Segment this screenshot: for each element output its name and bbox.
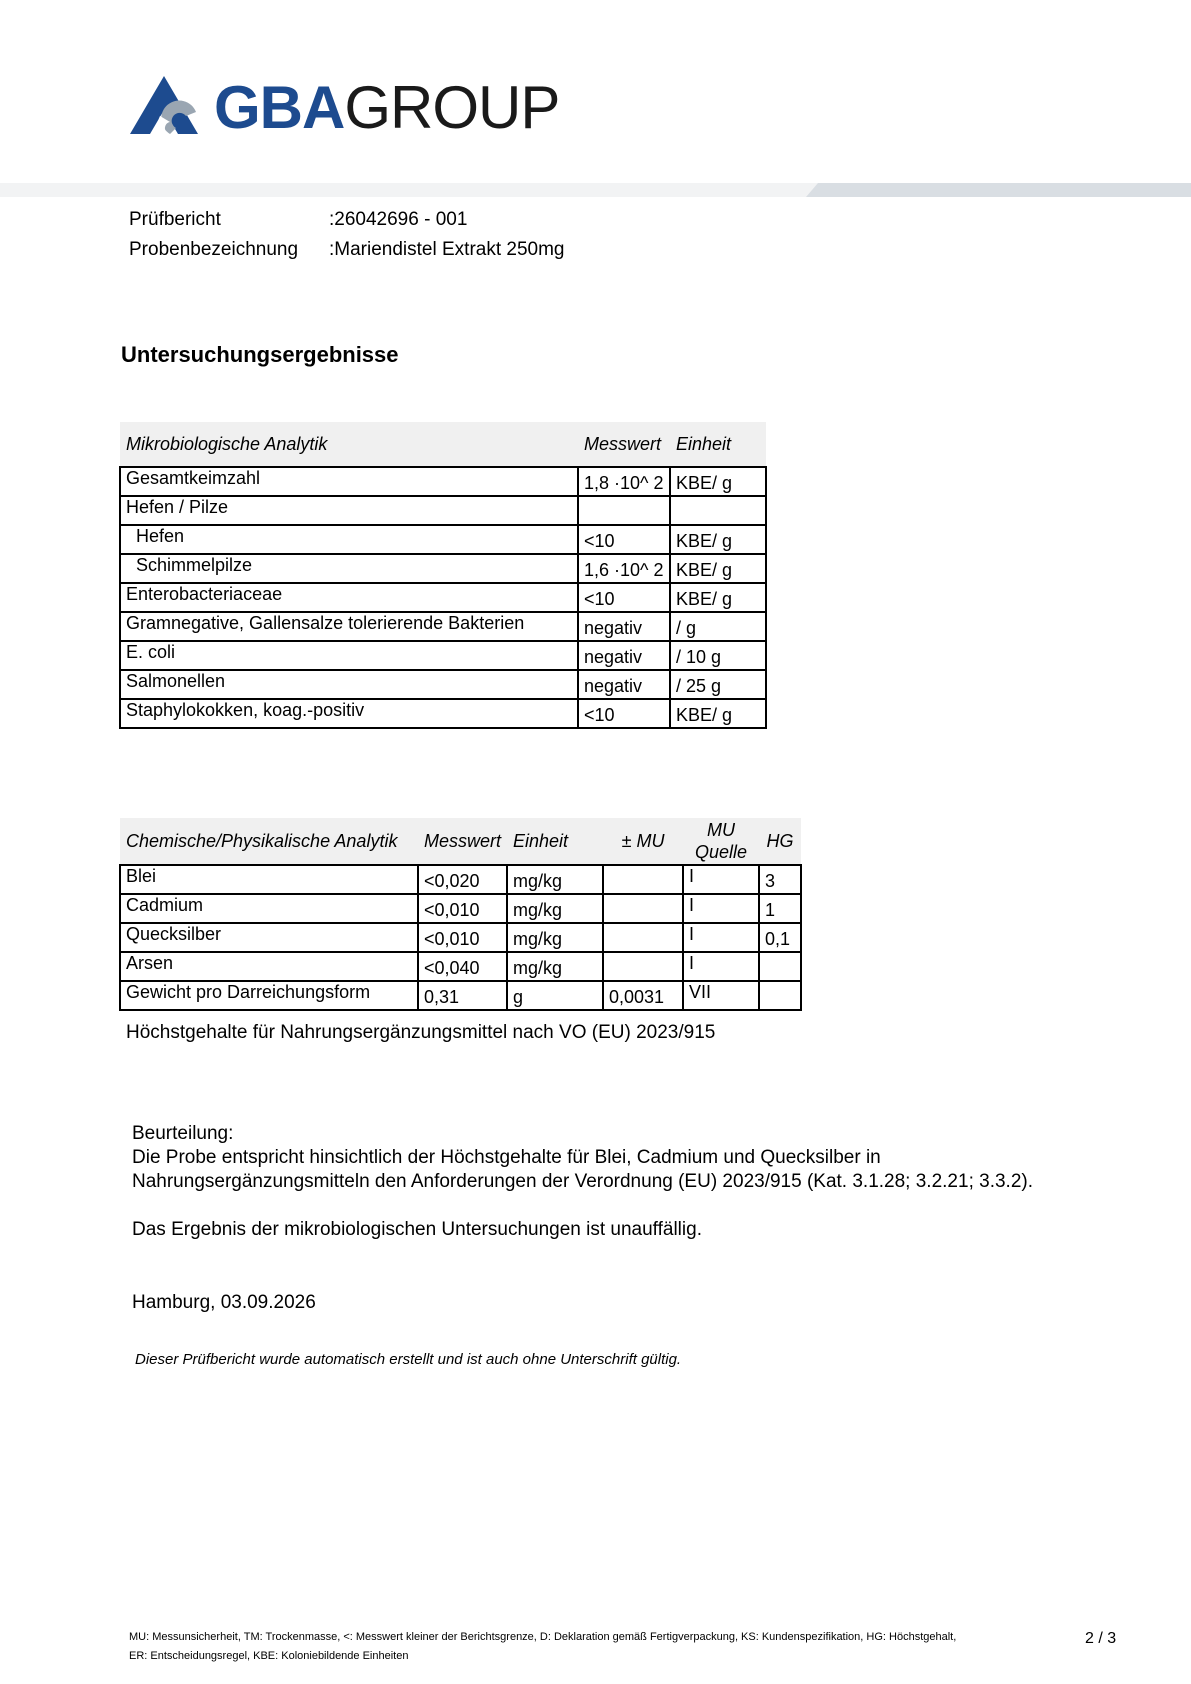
micro-header-analysis: Mikrobiologische Analytik — [120, 422, 578, 467]
section-title: Untersuchungsergebnisse — [121, 342, 399, 367]
chem-hg: 3 — [759, 865, 801, 894]
chem-analyte: Quecksilber — [120, 923, 418, 952]
chem-mu-source: VII — [683, 981, 759, 1010]
micro-unit: / g — [670, 612, 766, 641]
table-row — [120, 981, 801, 1010]
auto-generated-note: Dieser Prüfbericht wurde automatisch erstellt und ist auch ohne Unterschrift gültig. — [135, 1351, 682, 1368]
micro-unit: KBE/ g — [670, 467, 766, 496]
table-row — [120, 525, 766, 554]
assessment-text-line1: Die Probe entspricht hinsichtlich der Höchstgehalte für Blei, Cadmium und Quecksilber in — [132, 1147, 881, 1168]
chem-hg: 1 — [759, 894, 801, 923]
chem-unit: mg/kg — [507, 923, 603, 952]
logo-wordmark — [214, 68, 559, 148]
chem-header-mu: ± MU — [603, 818, 683, 865]
micro-value: 1,6 ·10^ 2 — [578, 554, 670, 583]
chem-analyte: Gewicht pro Darreichungsform — [120, 981, 418, 1010]
logo-wordmark-light: GROUP — [344, 74, 560, 141]
micro-unit: KBE/ g — [670, 583, 766, 612]
table-row — [120, 923, 801, 952]
chem-header-hg: HG — [759, 818, 801, 865]
chem-header-analysis: Chemische/Physikalische Analytik — [120, 818, 418, 865]
report-number-value: :26042696 - 001 — [329, 209, 468, 230]
chem-unit: mg/kg — [507, 952, 603, 981]
micro-analyte: Staphylokokken, koag.-positiv — [120, 699, 578, 728]
max-levels-note: Höchstgehalte für Nahrungsergänzungsmittel nach VO (EU) 2023/915 — [126, 1022, 716, 1043]
header-band — [0, 183, 1191, 197]
table-row — [120, 467, 766, 496]
micro-analyte: Schimmelpilze — [120, 554, 578, 583]
sample-name-label: Probenbezeichnung — [129, 239, 299, 260]
chem-unit: g — [507, 981, 603, 1010]
table-row — [120, 496, 766, 525]
micro-header-unit: Einheit — [670, 422, 766, 467]
table-row — [120, 554, 766, 583]
micro-value: negativ — [578, 612, 670, 641]
chem-analyte: Cadmium — [120, 894, 418, 923]
sample-name-value: :Mariendistel Extrakt 250mg — [329, 239, 565, 260]
footer-legend-line2: ER: Entscheidungsregel, KBE: Koloniebildende Einheiten — [129, 1650, 409, 1662]
chem-unit: mg/kg — [507, 865, 603, 894]
chem-unit: mg/kg — [507, 894, 603, 923]
micro-value — [578, 496, 670, 525]
micro-unit: KBE/ g — [670, 525, 766, 554]
micro-table — [119, 422, 767, 729]
micro-analyte: Hefen / Pilze — [120, 496, 578, 525]
assessment-text-line2: Nahrungsergänzungsmitteln den Anforderungen der Verordnung (EU) 2023/915 (Kat. 3.1.28; 3.2.21; 3.3.2). — [132, 1171, 1033, 1192]
chem-header-mu-source: MU Quelle — [683, 818, 759, 865]
chem-header-value: Messwert — [418, 818, 507, 865]
footer-legend-line1: MU: Messunsicherheit, TM: Trockenmasse, <: Messwert kleiner der Berichtsgrenze, D: Deklaration gemäß Fertigverpackung, KS: Kundenspezifikation, HG: Höchstgehalt, — [129, 1631, 957, 1643]
micro-analyte: E. coli — [120, 641, 578, 670]
company-logo — [130, 76, 560, 144]
chem-hg — [759, 952, 801, 981]
table-row — [120, 612, 766, 641]
micro-header-row — [120, 422, 766, 467]
logo-mark-icon — [130, 76, 206, 138]
chem-header-row — [120, 818, 801, 865]
table-row — [120, 894, 801, 923]
chem-mu-source: I — [683, 952, 759, 981]
micro-unit: / 25 g — [670, 670, 766, 699]
table-row — [120, 670, 766, 699]
chem-value: <0,020 — [418, 865, 507, 894]
micro-analyte: Hefen — [120, 525, 578, 554]
chem-header-unit: Einheit — [507, 818, 603, 865]
chem-mu — [603, 865, 683, 894]
assessment-label: Beurteilung: — [132, 1123, 234, 1144]
chem-value: <0,010 — [418, 923, 507, 952]
chem-hg: 0,1 — [759, 923, 801, 952]
chem-analyte: Blei — [120, 865, 418, 894]
micro-analyte: Enterobacteriaceae — [120, 583, 578, 612]
assessment-text-line3: Das Ergebnis der mikrobiologischen Untersuchungen ist unauffällig. — [132, 1219, 702, 1240]
page-number: 2 / 3 — [1085, 1630, 1117, 1647]
logo-wordmark-bold: GBA — [214, 74, 345, 141]
table-row — [120, 952, 801, 981]
table-row — [120, 583, 766, 612]
assessment-block — [132, 1122, 1132, 1242]
table-row — [120, 699, 766, 728]
chem-mu: 0,0031 — [603, 981, 683, 1010]
footer-legend — [129, 1628, 1009, 1666]
micro-value: negativ — [578, 670, 670, 699]
micro-value: 1,8 ·10^ 2 — [578, 467, 670, 496]
chem-mu — [603, 894, 683, 923]
chem-mu-source: I — [683, 865, 759, 894]
chem-mu-source: I — [683, 894, 759, 923]
micro-analyte: Salmonellen — [120, 670, 578, 699]
micro-unit — [670, 496, 766, 525]
chem-analyte: Arsen — [120, 952, 418, 981]
micro-unit: / 10 g — [670, 641, 766, 670]
micro-analyte: Gesamtkeimzahl — [120, 467, 578, 496]
chem-value: 0,31 — [418, 981, 507, 1010]
micro-value: negativ — [578, 641, 670, 670]
micro-value: <10 — [578, 525, 670, 554]
report-number-label: Prüfbericht — [129, 209, 221, 230]
micro-value: <10 — [578, 583, 670, 612]
chem-hg — [759, 981, 801, 1010]
chem-table — [119, 818, 802, 1011]
chem-mu — [603, 952, 683, 981]
micro-unit: KBE/ g — [670, 554, 766, 583]
chem-mu — [603, 923, 683, 952]
chem-mu-source: I — [683, 923, 759, 952]
chem-value: <0,040 — [418, 952, 507, 981]
table-row — [120, 865, 801, 894]
micro-unit: KBE/ g — [670, 699, 766, 728]
micro-value: <10 — [578, 699, 670, 728]
micro-analyte: Gramnegative, Gallensalze tolerierende Bakterien — [120, 612, 578, 641]
place-date: Hamburg, 03.09.2026 — [132, 1292, 316, 1313]
table-row — [120, 641, 766, 670]
chem-value: <0,010 — [418, 894, 507, 923]
micro-header-value: Messwert — [578, 422, 670, 467]
